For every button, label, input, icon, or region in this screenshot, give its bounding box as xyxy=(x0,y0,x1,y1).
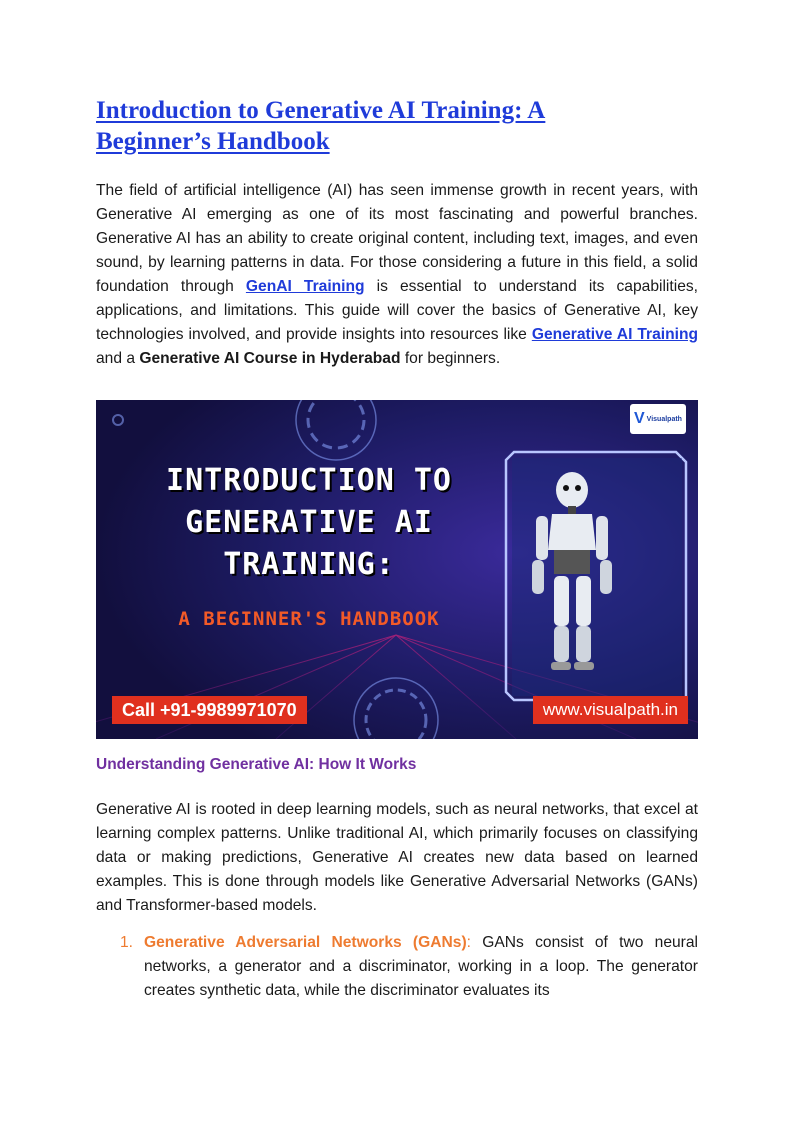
genai-training-link[interactable]: GenAI Training xyxy=(245,278,365,295)
website-url-box: www.visualpath.in xyxy=(533,696,688,724)
list-item-term: Generative Adversarial Networks (GANs) xyxy=(144,934,467,951)
banner-subtitle: A BEGINNER'S HANDBOOK xyxy=(178,608,440,630)
list-item-text: GANs consist of two neural networks, a generator and a discriminator, working in a loop. The generator creates synthetic data, while the discriminator evaluates its xyxy=(144,934,699,999)
list-item-number: 1. xyxy=(120,934,134,951)
intro-paragraph xyxy=(96,179,698,371)
title-line-2[interactable]: Beginner’s Handbook xyxy=(96,128,330,155)
intro-text-4: for beginners. xyxy=(400,350,501,367)
banner-title xyxy=(114,460,504,586)
call-number-box: Call +91-9989971070 xyxy=(112,696,307,724)
title-line-1[interactable]: Introduction to Generative AI Training: A xyxy=(96,97,546,124)
banner-title-line-2: GENERATIVE AI xyxy=(185,505,433,540)
logo-text: Visualpath xyxy=(646,415,682,423)
section-heading: Understanding Generative AI: How It Works xyxy=(96,756,417,773)
intro-text-1: The field of artificial intelligence (AI) has seen immense growth in recent years, with Generative AI emerging as one of its most fascinating and powerful branches. Generative AI has an ability to create original content, including text, images, and even sound, by learning patterns in data. For those considering a future in this field, a solid foundation through xyxy=(96,182,698,295)
list-item xyxy=(96,931,698,1003)
document-page xyxy=(96,95,699,999)
list-item-separator: : xyxy=(466,934,471,951)
course-hyderabad-bold: Generative AI Course in Hyderabad xyxy=(139,350,401,367)
section-paragraph: Generative AI is rooted in deep learning models, such as neural networks, that excel at learning complex patterns. Unlike traditional AI, which primarily focuses on classifying data or making predictions, Generative AI creates new data based on learned examples. This is done through models like Generative Adversarial Networks (GANs) and Transformer-based models. xyxy=(96,801,698,914)
intro-text-2: is essential to understand its capabilities, applications, and limitations. This guide will cover the basics of Generative AI, key technologies involved, and provide insights into resources like xyxy=(96,278,698,343)
banner-title-line-1: INTRODUCTION TO xyxy=(166,463,452,498)
banner-image xyxy=(96,400,698,739)
numbered-list xyxy=(96,931,698,1003)
logo-mark: V xyxy=(634,410,645,427)
document-title[interactable] xyxy=(96,95,698,157)
visualpath-logo xyxy=(630,404,686,434)
generative-ai-training-link[interactable]: Generative AI Training xyxy=(531,326,698,343)
intro-text-3: and a xyxy=(96,350,140,367)
banner-title-line-3: TRAINING: xyxy=(223,547,395,582)
